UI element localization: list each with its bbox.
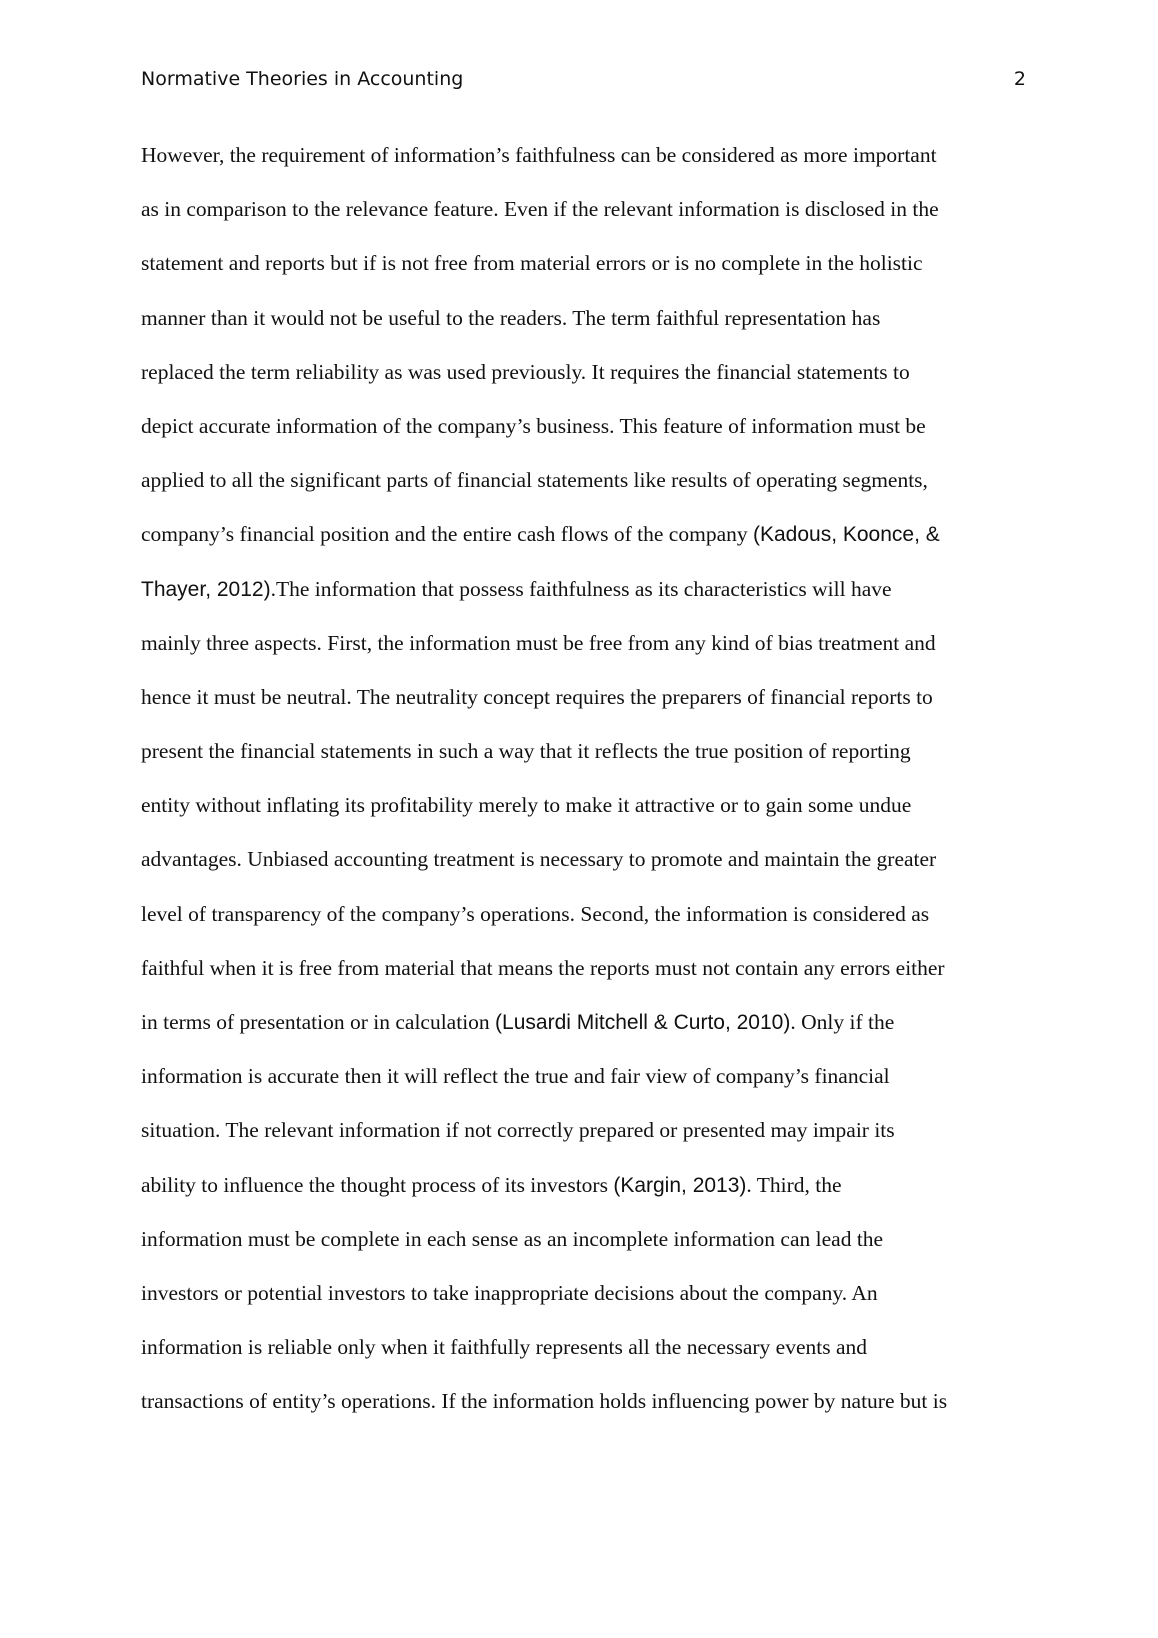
text-segment: investors or potential investors to take inappropriate decisions about the company. An xyxy=(141,1280,878,1305)
text-line xyxy=(141,345,1041,399)
text-segment: present the financial statements in such a way that it reflects the true position of reporting xyxy=(141,739,911,764)
text-segment: applied to all the significant parts of financial statements like results of operating segments, xyxy=(141,468,928,493)
text-line xyxy=(141,236,1041,290)
text-line xyxy=(141,1212,1041,1266)
text-segment: information is accurate then it will reflect the true and fair view of company’s financial xyxy=(141,1064,890,1089)
text-segment: as in comparison to the relevance feature. Even if the relevant information is disclosed in the xyxy=(141,197,939,222)
text-segment: ability to influence the thought process of its investors xyxy=(141,1172,614,1197)
text-line xyxy=(141,941,1041,995)
text-segment: information is reliable only when it faithfully represents all the necessary events and xyxy=(141,1335,867,1360)
text-line xyxy=(141,1049,1041,1103)
text-line xyxy=(141,995,1041,1049)
text-line xyxy=(141,453,1041,507)
text-segment: . Third, the xyxy=(746,1172,842,1197)
text-segment: entity without inflating its profitability merely to make it attractive or to gain some undue xyxy=(141,793,912,818)
citation: (Lusardi Mitchell & Curto, 2010) xyxy=(495,1011,791,1034)
header-title: Normative Theories in Accounting xyxy=(141,68,464,90)
text-line xyxy=(141,724,1041,778)
text-line xyxy=(141,128,1041,182)
text-line xyxy=(141,1158,1041,1212)
text-line xyxy=(141,1374,1041,1428)
page-number: 2 xyxy=(1013,68,1026,90)
text-segment: replaced the term reliability as was used previously. It requires the financial statements to xyxy=(141,359,910,384)
text-segment: transactions of entity’s operations. If the information holds influencing power by nature but is xyxy=(141,1389,948,1414)
running-header xyxy=(141,68,1026,98)
text-segment: company’s financial position and the entire cash flows of the company xyxy=(141,522,753,547)
text-segment: .The information that possess faithfulness as its characteristics will have xyxy=(270,576,892,601)
text-segment: depict accurate information of the company’s business. This feature of information must be xyxy=(141,413,926,438)
text-segment: level of transparency of the company’s operations. Second, the information is considered as xyxy=(141,901,930,926)
text-line xyxy=(141,1266,1041,1320)
body-paragraph xyxy=(141,128,1041,1429)
text-segment: situation. The relevant information if not correctly prepared or presented may impair its xyxy=(141,1118,895,1143)
text-line xyxy=(141,670,1041,724)
text-line xyxy=(141,507,1041,561)
text-segment: manner than it would not be useful to the readers. The term faithful representation has xyxy=(141,305,881,330)
text-segment: mainly three aspects. First, the information must be free from any kind of bias treatment and xyxy=(141,630,936,655)
text-line xyxy=(141,291,1041,345)
text-segment: faithful when it is free from material that means the reports must not contain any errors either xyxy=(141,955,945,980)
text-segment: hence it must be neutral. The neutrality concept requires the preparers of financial reports to xyxy=(141,684,933,709)
text-line xyxy=(141,1103,1041,1157)
text-segment: in terms of presentation or in calculation xyxy=(141,1010,496,1034)
text-segment: statement and reports but if is not free from material errors or is no complete in the holistic xyxy=(141,251,923,276)
text-line xyxy=(141,1320,1041,1374)
text-line xyxy=(141,616,1041,670)
text-line xyxy=(141,778,1041,832)
text-line xyxy=(141,182,1041,236)
text-line xyxy=(141,832,1041,886)
text-segment: information must be complete in each sense as an incomplete information can lead the xyxy=(141,1226,884,1251)
text-segment: . Only if the xyxy=(790,1010,895,1034)
citation: (Kargin, 2013) xyxy=(613,1173,747,1197)
text-segment: advantages. Unbiased accounting treatment is necessary to promote and maintain the greater xyxy=(141,847,937,872)
citation: (Kadous, Koonce, & xyxy=(752,523,940,547)
citation: Thayer, 2012) xyxy=(141,577,271,601)
text-line xyxy=(141,887,1041,941)
text-line xyxy=(141,562,1041,616)
text-line xyxy=(141,399,1041,453)
text-segment: However, the requirement of information’s faithfulness can be considered as more important xyxy=(141,143,937,167)
